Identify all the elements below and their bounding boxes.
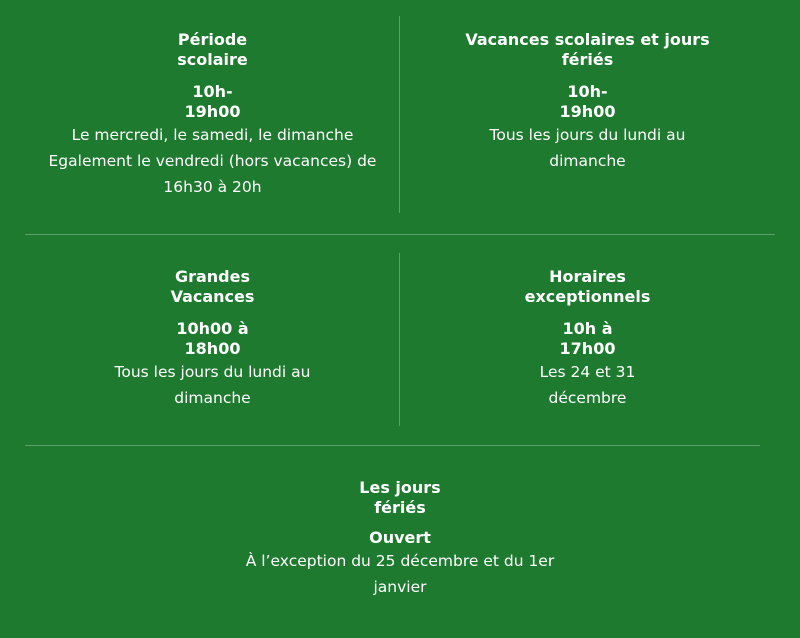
section-hours: Ouvert bbox=[369, 528, 431, 547]
section-title: Période scolaire bbox=[177, 30, 248, 69]
section-description: Tous les jours du lundi au dimanche bbox=[114, 363, 311, 407]
section-title: Horaires exceptionnels bbox=[524, 267, 651, 306]
section-description: À l’exception du 25 décembre et du 1er janvier bbox=[245, 552, 555, 596]
divider-horizontal bbox=[25, 234, 775, 235]
section-description-extra: Egalement le vendredi (hors vacances) de 16h30 à 20h bbox=[48, 152, 377, 196]
section-description: Tous les jours du lundi au dimanche bbox=[489, 126, 686, 170]
section-description: Le mercredi, le samedi, le dimanche bbox=[71, 126, 354, 144]
section-description: Les 24 et 31 décembre bbox=[539, 363, 636, 407]
section-horaires-exceptionnels bbox=[400, 267, 775, 411]
section-vacances-scolaires bbox=[400, 30, 775, 174]
section-hours: 10h- 19h00 bbox=[184, 82, 241, 121]
section-hours: 10h à 17h00 bbox=[559, 319, 616, 358]
section-periode-scolaire bbox=[25, 30, 400, 200]
section-jours-feries bbox=[200, 478, 600, 600]
section-hours: 10h00 à 18h00 bbox=[176, 319, 249, 358]
section-hours: 10h- 19h00 bbox=[559, 82, 616, 121]
section-title: Grandes Vacances bbox=[170, 267, 255, 306]
section-title: Les jours fériés bbox=[359, 478, 441, 517]
divider-horizontal bbox=[25, 445, 760, 446]
section-title: Vacances scolaires et jours fériés bbox=[465, 30, 710, 69]
section-grandes-vacances bbox=[25, 267, 400, 411]
